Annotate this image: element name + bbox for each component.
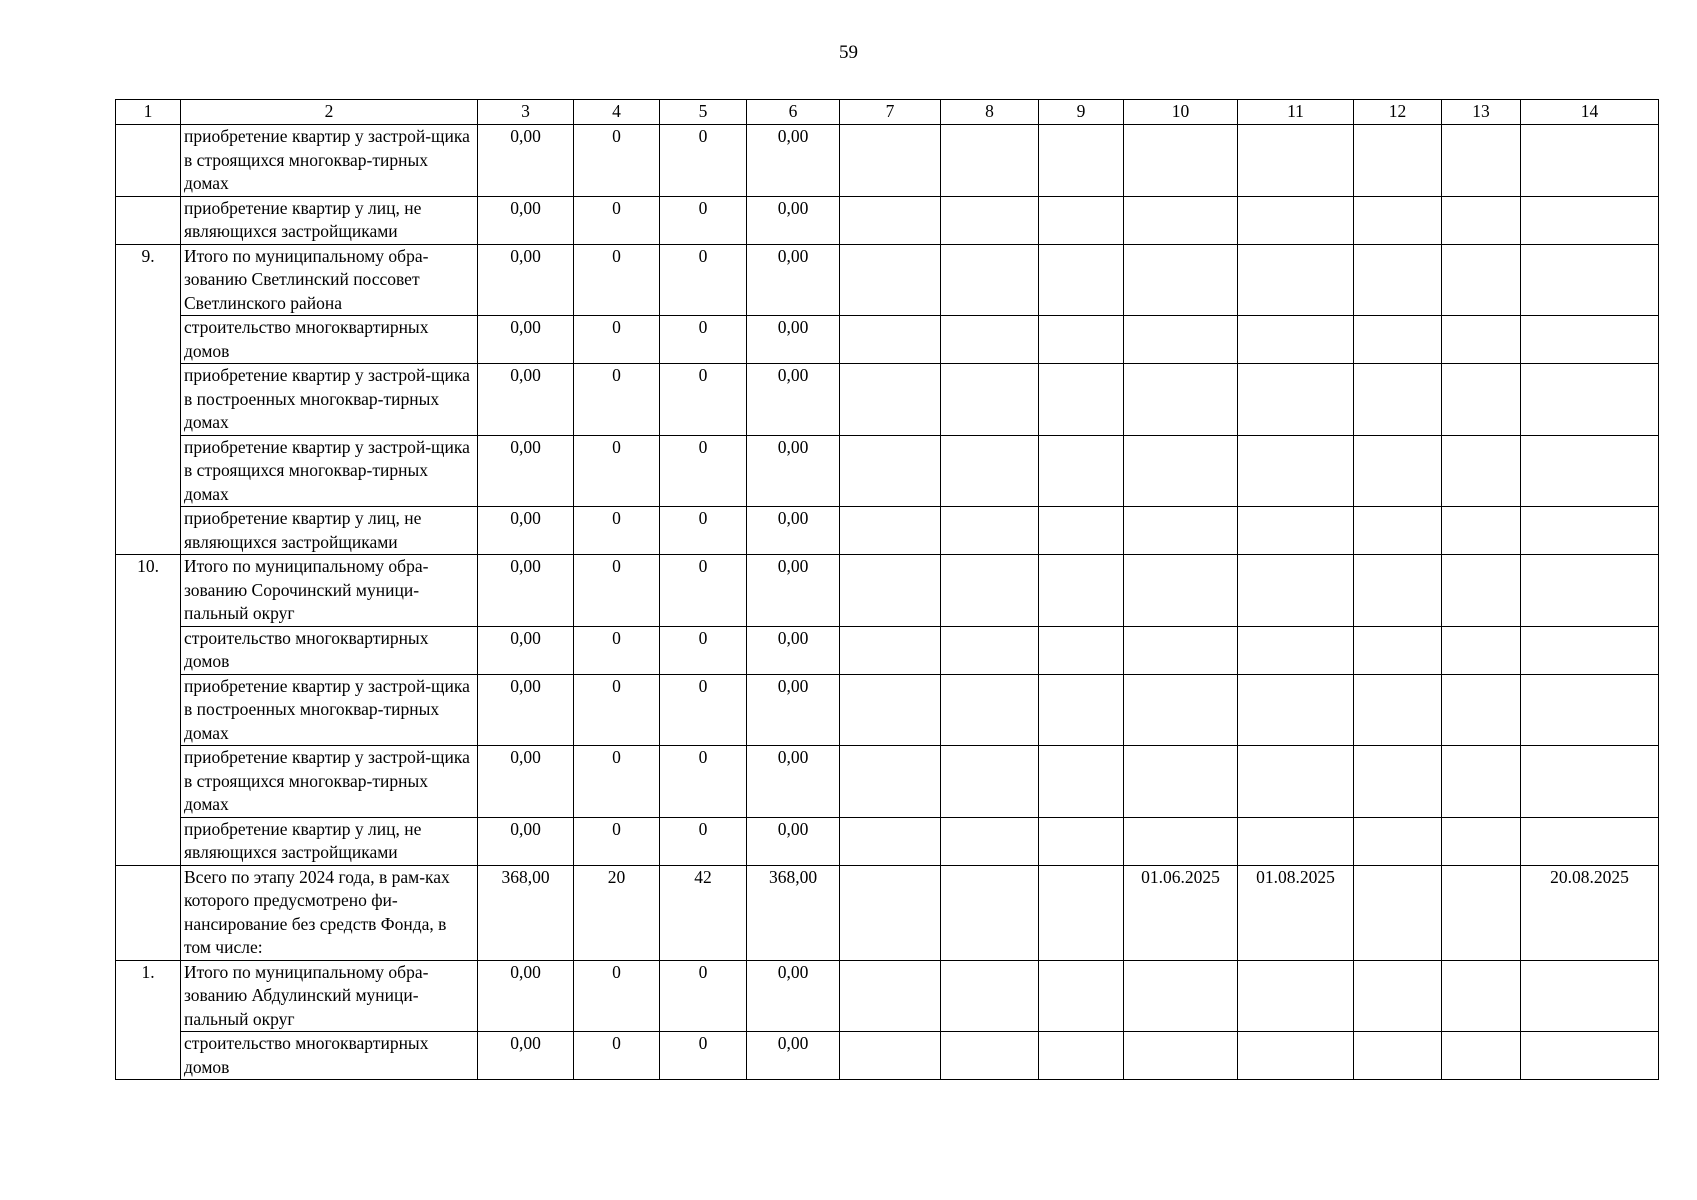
cell-col-3: 368,00 xyxy=(478,865,574,960)
cell-col-13 xyxy=(1442,865,1521,960)
cell-col-6: 0,00 xyxy=(747,316,840,364)
row-description: приобретение квартир у застрой-щика в построенных многоквар-тирных домах xyxy=(181,364,478,436)
col-header-7: 7 xyxy=(840,100,941,125)
row-description: приобретение квартир у застрой-щика в построенных многоквар-тирных домах xyxy=(181,674,478,746)
column-number-header-row xyxy=(116,100,1659,125)
cell-col-11 xyxy=(1238,507,1354,555)
cell-col-11 xyxy=(1238,435,1354,507)
cell-col-11 xyxy=(1238,364,1354,436)
cell-col-7 xyxy=(840,555,941,627)
row-description: Итого по муниципальному обра-зованию Сорочинский муници-пальный округ xyxy=(181,555,478,627)
cell-col-5: 0 xyxy=(660,244,747,316)
cell-col-6: 0,00 xyxy=(747,626,840,674)
col-header-10: 10 xyxy=(1124,100,1238,125)
cell-col-3: 0,00 xyxy=(478,555,574,627)
cell-col-7 xyxy=(840,435,941,507)
cell-col-5: 0 xyxy=(660,1032,747,1080)
row-number xyxy=(116,865,181,960)
cell-col-9 xyxy=(1039,196,1124,244)
cell-col-10: 01.06.2025 xyxy=(1124,865,1238,960)
cell-col-12 xyxy=(1354,244,1442,316)
cell-col-7 xyxy=(840,817,941,865)
cell-col-14 xyxy=(1521,817,1659,865)
table-row xyxy=(116,364,1659,436)
cell-col-4: 0 xyxy=(574,960,660,1032)
cell-col-9 xyxy=(1039,244,1124,316)
cell-col-12 xyxy=(1354,865,1442,960)
cell-col-3: 0,00 xyxy=(478,316,574,364)
table-row xyxy=(116,507,1659,555)
cell-col-12 xyxy=(1354,125,1442,197)
cell-col-8 xyxy=(941,196,1039,244)
cell-col-11 xyxy=(1238,674,1354,746)
cell-col-11 xyxy=(1238,746,1354,818)
cell-col-13 xyxy=(1442,555,1521,627)
cell-col-3: 0,00 xyxy=(478,960,574,1032)
cell-col-9 xyxy=(1039,817,1124,865)
row-description: приобретение квартир у лиц, не являющихся застройщиками xyxy=(181,507,478,555)
cell-col-13 xyxy=(1442,746,1521,818)
cell-col-9 xyxy=(1039,674,1124,746)
row-description: Итого по муниципальному обра-зованию Светлинский поссовет Светлинского района xyxy=(181,244,478,316)
cell-col-7 xyxy=(840,507,941,555)
row-number: 1. xyxy=(116,960,181,1080)
cell-col-7 xyxy=(840,674,941,746)
cell-col-3: 0,00 xyxy=(478,817,574,865)
cell-col-12 xyxy=(1354,674,1442,746)
col-header-11: 11 xyxy=(1238,100,1354,125)
row-description: строительство многоквартирных домов xyxy=(181,1032,478,1080)
cell-col-8 xyxy=(941,555,1039,627)
cell-col-8 xyxy=(941,1032,1039,1080)
cell-col-3: 0,00 xyxy=(478,626,574,674)
cell-col-10 xyxy=(1124,626,1238,674)
cell-col-9 xyxy=(1039,125,1124,197)
cell-col-11 xyxy=(1238,626,1354,674)
cell-col-12 xyxy=(1354,316,1442,364)
cell-col-5: 0 xyxy=(660,555,747,627)
col-header-6: 6 xyxy=(747,100,840,125)
row-description: приобретение квартир у лиц, не являющихся застройщиками xyxy=(181,196,478,244)
cell-col-5: 0 xyxy=(660,674,747,746)
cell-col-10 xyxy=(1124,435,1238,507)
cell-col-5: 0 xyxy=(660,125,747,197)
col-header-8: 8 xyxy=(941,100,1039,125)
cell-col-14 xyxy=(1521,960,1659,1032)
row-description: приобретение квартир у застрой-щика в строящихся многоквар-тирных домах xyxy=(181,435,478,507)
cell-col-4: 20 xyxy=(574,865,660,960)
cell-col-5: 0 xyxy=(660,626,747,674)
cell-col-14 xyxy=(1521,125,1659,197)
cell-col-13 xyxy=(1442,316,1521,364)
cell-col-4: 0 xyxy=(574,435,660,507)
cell-col-3: 0,00 xyxy=(478,196,574,244)
cell-col-10 xyxy=(1124,674,1238,746)
cell-col-8 xyxy=(941,125,1039,197)
cell-col-12 xyxy=(1354,960,1442,1032)
cell-col-7 xyxy=(840,244,941,316)
cell-col-8 xyxy=(941,746,1039,818)
cell-col-4: 0 xyxy=(574,1032,660,1080)
cell-col-7 xyxy=(840,960,941,1032)
cell-col-5: 0 xyxy=(660,196,747,244)
cell-col-11 xyxy=(1238,125,1354,197)
cell-col-4: 0 xyxy=(574,507,660,555)
col-header-12: 12 xyxy=(1354,100,1442,125)
cell-col-12 xyxy=(1354,364,1442,436)
cell-col-13 xyxy=(1442,674,1521,746)
row-description: приобретение квартир у лиц, не являющихся застройщиками xyxy=(181,817,478,865)
cell-col-3: 0,00 xyxy=(478,674,574,746)
cell-col-4: 0 xyxy=(574,244,660,316)
cell-col-3: 0,00 xyxy=(478,244,574,316)
table-row xyxy=(116,960,1659,1032)
cell-col-3: 0,00 xyxy=(478,507,574,555)
col-header-2: 2 xyxy=(181,100,478,125)
cell-col-4: 0 xyxy=(574,817,660,865)
cell-col-10 xyxy=(1124,1032,1238,1080)
cell-col-11 xyxy=(1238,960,1354,1032)
cell-col-14 xyxy=(1521,674,1659,746)
cell-col-13 xyxy=(1442,507,1521,555)
cell-col-8 xyxy=(941,626,1039,674)
cell-col-9 xyxy=(1039,626,1124,674)
cell-col-5: 42 xyxy=(660,865,747,960)
cell-col-11 xyxy=(1238,817,1354,865)
cell-col-4: 0 xyxy=(574,364,660,436)
cell-col-8 xyxy=(941,960,1039,1032)
cell-col-3: 0,00 xyxy=(478,746,574,818)
cell-col-14 xyxy=(1521,626,1659,674)
cell-col-14 xyxy=(1521,555,1659,627)
cell-col-12 xyxy=(1354,435,1442,507)
cell-col-5: 0 xyxy=(660,960,747,1032)
table-row xyxy=(116,435,1659,507)
table-row xyxy=(116,316,1659,364)
cell-col-12 xyxy=(1354,555,1442,627)
cell-col-5: 0 xyxy=(660,507,747,555)
cell-col-4: 0 xyxy=(574,316,660,364)
table-row xyxy=(116,746,1659,818)
cell-col-12 xyxy=(1354,196,1442,244)
cell-col-13 xyxy=(1442,817,1521,865)
cell-col-7 xyxy=(840,626,941,674)
cell-col-9 xyxy=(1039,865,1124,960)
cell-col-13 xyxy=(1442,626,1521,674)
cell-col-6: 0,00 xyxy=(747,746,840,818)
table-row-total xyxy=(116,865,1659,960)
cell-col-9 xyxy=(1039,960,1124,1032)
cell-col-6: 0,00 xyxy=(747,817,840,865)
cell-col-13 xyxy=(1442,125,1521,197)
cell-col-4: 0 xyxy=(574,555,660,627)
cell-col-14: 20.08.2025 xyxy=(1521,865,1659,960)
cell-col-13 xyxy=(1442,364,1521,436)
row-description: Всего по этапу 2024 года, в рам-ках которого предусмотрено фи-нансирование без средств Фонда, в том числе: xyxy=(181,865,478,960)
cell-col-11 xyxy=(1238,1032,1354,1080)
row-description: приобретение квартир у застрой-щика в строящихся многоквар-тирных домах xyxy=(181,125,478,197)
cell-col-3: 0,00 xyxy=(478,1032,574,1080)
cell-col-11 xyxy=(1238,555,1354,627)
cell-col-7 xyxy=(840,865,941,960)
cell-col-13 xyxy=(1442,435,1521,507)
table-row xyxy=(116,674,1659,746)
table-row xyxy=(116,626,1659,674)
cell-col-6: 0,00 xyxy=(747,555,840,627)
col-header-3: 3 xyxy=(478,100,574,125)
cell-col-13 xyxy=(1442,1032,1521,1080)
cell-col-10 xyxy=(1124,555,1238,627)
col-header-1: 1 xyxy=(116,100,181,125)
cell-col-14 xyxy=(1521,316,1659,364)
cell-col-9 xyxy=(1039,435,1124,507)
row-number: 10. xyxy=(116,555,181,866)
cell-col-13 xyxy=(1442,244,1521,316)
cell-col-9 xyxy=(1039,1032,1124,1080)
cell-col-5: 0 xyxy=(660,364,747,436)
cell-col-9 xyxy=(1039,555,1124,627)
cell-col-14 xyxy=(1521,196,1659,244)
cell-col-10 xyxy=(1124,244,1238,316)
cell-col-4: 0 xyxy=(574,196,660,244)
cell-col-5: 0 xyxy=(660,746,747,818)
cell-col-13 xyxy=(1442,960,1521,1032)
cell-col-7 xyxy=(840,316,941,364)
cell-col-6: 0,00 xyxy=(747,196,840,244)
cell-col-12 xyxy=(1354,817,1442,865)
table-row xyxy=(116,196,1659,244)
cell-col-10 xyxy=(1124,125,1238,197)
cell-col-14 xyxy=(1521,1032,1659,1080)
cell-col-8 xyxy=(941,865,1039,960)
cell-col-7 xyxy=(840,1032,941,1080)
data-table xyxy=(115,99,1659,1080)
cell-col-12 xyxy=(1354,507,1442,555)
row-description: Итого по муниципальному обра-зованию Абдулинский муници-пальный округ xyxy=(181,960,478,1032)
cell-col-14 xyxy=(1521,435,1659,507)
cell-col-6: 0,00 xyxy=(747,1032,840,1080)
table-row xyxy=(116,1032,1659,1080)
cell-col-9 xyxy=(1039,507,1124,555)
cell-col-6: 0,00 xyxy=(747,125,840,197)
table-row xyxy=(116,555,1659,627)
cell-col-11 xyxy=(1238,244,1354,316)
page-number: 59 xyxy=(839,42,858,63)
cell-col-4: 0 xyxy=(574,125,660,197)
col-header-5: 5 xyxy=(660,100,747,125)
cell-col-12 xyxy=(1354,1032,1442,1080)
cell-col-3: 0,00 xyxy=(478,364,574,436)
cell-col-10 xyxy=(1124,507,1238,555)
cell-col-8 xyxy=(941,364,1039,436)
cell-col-12 xyxy=(1354,626,1442,674)
cell-col-13 xyxy=(1442,196,1521,244)
col-header-4: 4 xyxy=(574,100,660,125)
cell-col-6: 0,00 xyxy=(747,435,840,507)
cell-col-7 xyxy=(840,746,941,818)
row-description: приобретение квартир у застрой-щика в строящихся многоквар-тирных домах xyxy=(181,746,478,818)
cell-col-12 xyxy=(1354,746,1442,818)
cell-col-6: 0,00 xyxy=(747,364,840,436)
row-description: строительство многоквартирных домов xyxy=(181,316,478,364)
cell-col-9 xyxy=(1039,746,1124,818)
row-number: 9. xyxy=(116,244,181,555)
cell-col-11 xyxy=(1238,316,1354,364)
cell-col-10 xyxy=(1124,316,1238,364)
col-header-9: 9 xyxy=(1039,100,1124,125)
cell-col-6: 0,00 xyxy=(747,674,840,746)
cell-col-4: 0 xyxy=(574,674,660,746)
row-number xyxy=(116,125,181,197)
cell-col-6: 0,00 xyxy=(747,244,840,316)
cell-col-7 xyxy=(840,196,941,244)
cell-col-8 xyxy=(941,817,1039,865)
cell-col-3: 0,00 xyxy=(478,125,574,197)
cell-col-14 xyxy=(1521,746,1659,818)
cell-col-8 xyxy=(941,244,1039,316)
cell-col-8 xyxy=(941,316,1039,364)
table-row xyxy=(116,817,1659,865)
cell-col-8 xyxy=(941,507,1039,555)
cell-col-10 xyxy=(1124,196,1238,244)
cell-col-4: 0 xyxy=(574,626,660,674)
cell-col-6: 0,00 xyxy=(747,960,840,1032)
row-description: строительство многоквартирных домов xyxy=(181,626,478,674)
cell-col-3: 0,00 xyxy=(478,435,574,507)
cell-col-9 xyxy=(1039,364,1124,436)
cell-col-4: 0 xyxy=(574,746,660,818)
cell-col-8 xyxy=(941,435,1039,507)
cell-col-5: 0 xyxy=(660,435,747,507)
cell-col-6: 368,00 xyxy=(747,865,840,960)
cell-col-9 xyxy=(1039,316,1124,364)
cell-col-10 xyxy=(1124,817,1238,865)
cell-col-10 xyxy=(1124,364,1238,436)
cell-col-8 xyxy=(941,674,1039,746)
cell-col-14 xyxy=(1521,364,1659,436)
cell-col-6: 0,00 xyxy=(747,507,840,555)
cell-col-11 xyxy=(1238,196,1354,244)
cell-col-5: 0 xyxy=(660,316,747,364)
cell-col-11: 01.08.2025 xyxy=(1238,865,1354,960)
table-row xyxy=(116,125,1659,197)
table-row xyxy=(116,244,1659,316)
col-header-13: 13 xyxy=(1442,100,1521,125)
cell-col-10 xyxy=(1124,960,1238,1032)
cell-col-14 xyxy=(1521,507,1659,555)
col-header-14: 14 xyxy=(1521,100,1659,125)
cell-col-7 xyxy=(840,125,941,197)
cell-col-7 xyxy=(840,364,941,436)
cell-col-10 xyxy=(1124,746,1238,818)
row-number xyxy=(116,196,181,244)
cell-col-5: 0 xyxy=(660,817,747,865)
cell-col-14 xyxy=(1521,244,1659,316)
